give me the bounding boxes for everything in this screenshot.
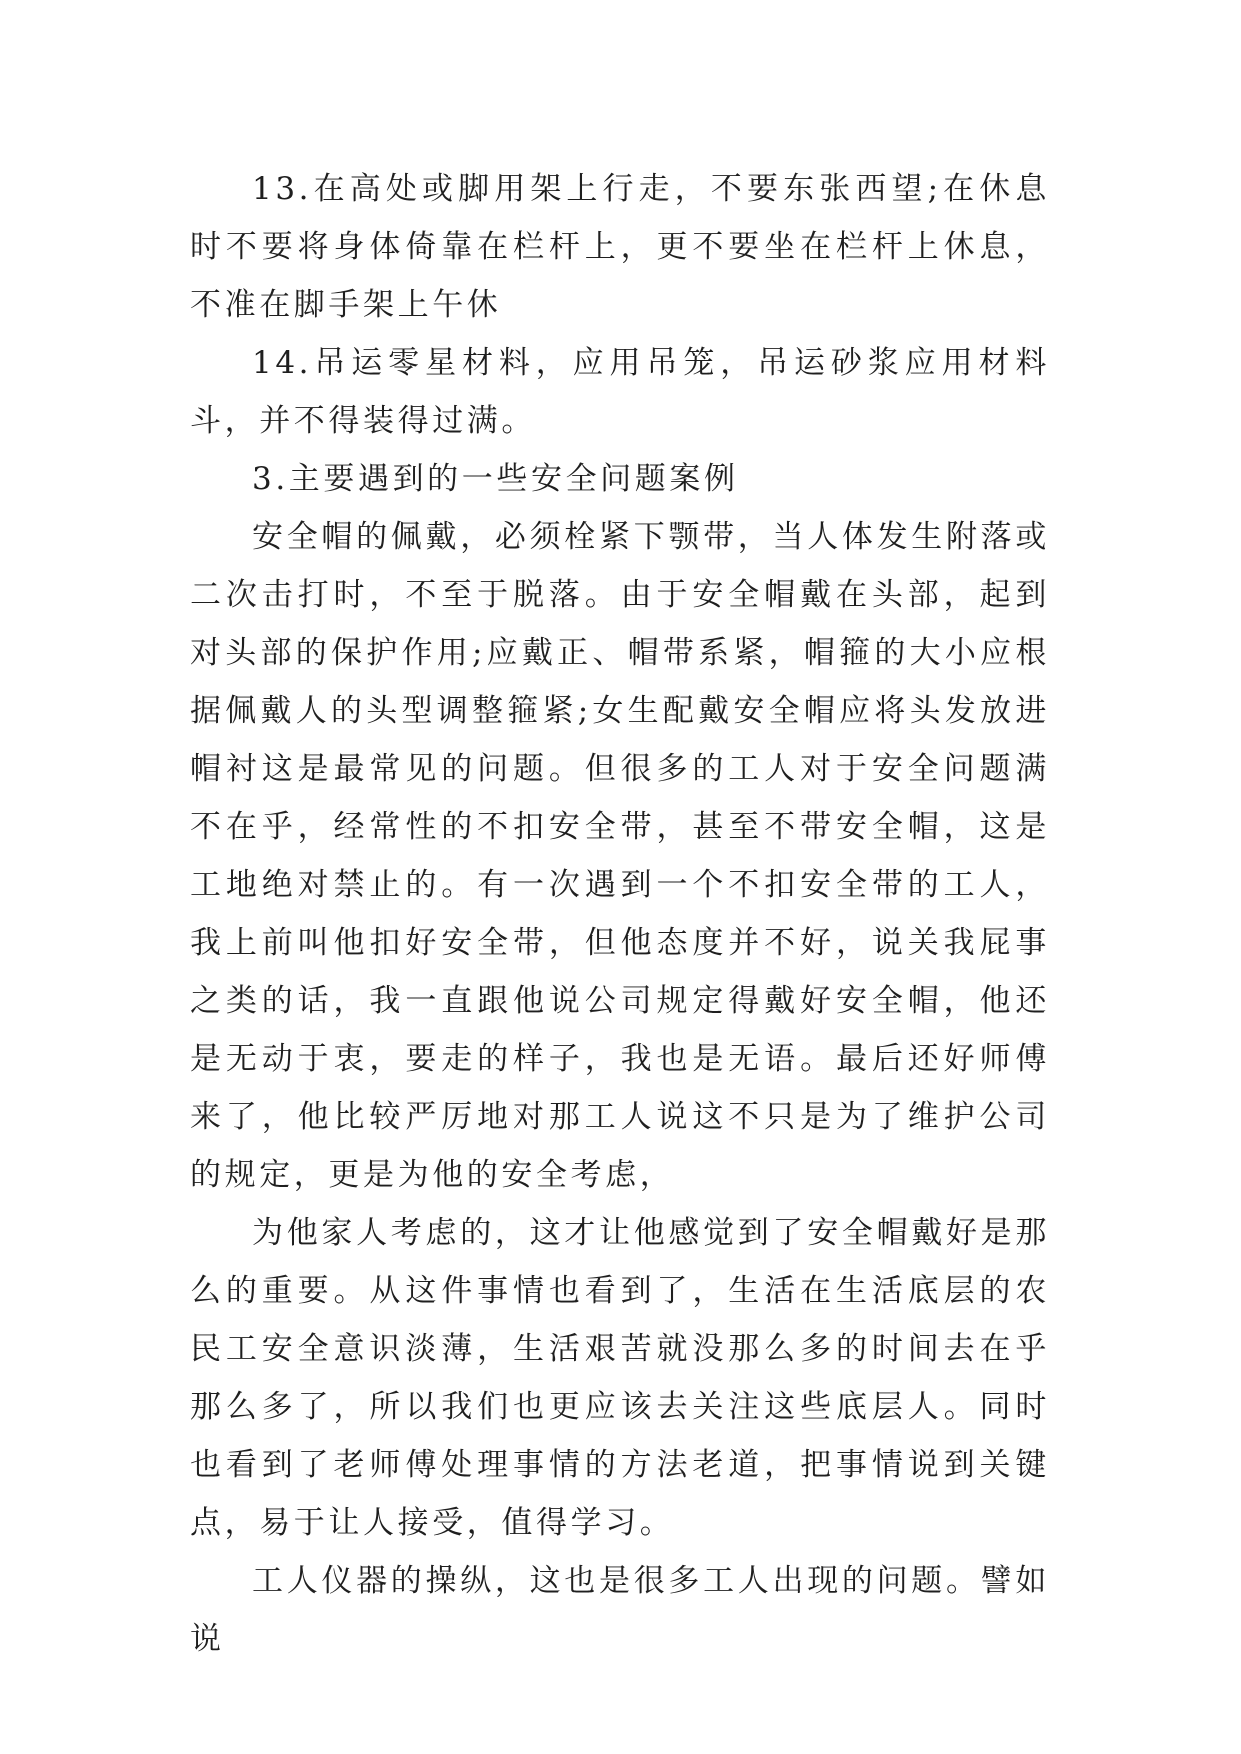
paragraph-item-13: 13.在高处或脚用架上行走，不要东张西望;在休息时不要将身体倚靠在栏杆上，更不要坐在栏杆上休息，不准在脚手架上午休 — [190, 171, 1050, 323]
paragraph-helmet-case: 安全帽的佩戴，必须栓紧下颚带，当人体发生附落或二次击打时，不至于脱落。由于安全帽戴在头部，起到对头部的保护作用;应戴正、帽带系紧，帽箍的大小应根据佩戴人的头型调整箍紧;女生配戴安全帽应将头发放进帽衬这是最常见的问题。但很多的工人对于安全问题满不在乎，经常性的不扣安全带，甚至不带安全帽，这是工地绝对禁止的。有一次遇到一个不扣安全带的工人，我上前叫他扣好安全带，但他态度并不好，说关我屁事之类的话，我一直跟他说公司规定得戴好安全帽，他还是无动于衷，要走的样子，我也是无语。最后还好师傅来了，他比较严厉地对那工人说这不只是为了维护公司的规定，更是为他的安全考虑， — [190, 519, 1050, 1193]
document-body — [190, 160, 1050, 1668]
paragraph-family-reflection: 为他家人考虑的，这才让他感觉到了安全帽戴好是那么的重要。从这件事情也看到了，生活在生活底层的农民工安全意识淡薄，生活艰苦就没那么多的时间去在乎那么多了，所以我们也更应该去关注这些底层人。同时也看到了老师傅处理事情的方法老道，把事情说到关键点，易于让人接受，值得学习。 — [190, 1215, 1050, 1541]
paragraph-item-14: 14.吊运零星材料，应用吊笼，吊运砂浆应用材料斗，并不得装得过满。 — [190, 345, 1050, 439]
paragraph-equipment-operation: 工人仪器的操纵，这也是很多工人出现的问题。譬如说 — [190, 1563, 1050, 1657]
section-heading: 3.主要遇到的一些安全问题案例 — [252, 461, 739, 497]
